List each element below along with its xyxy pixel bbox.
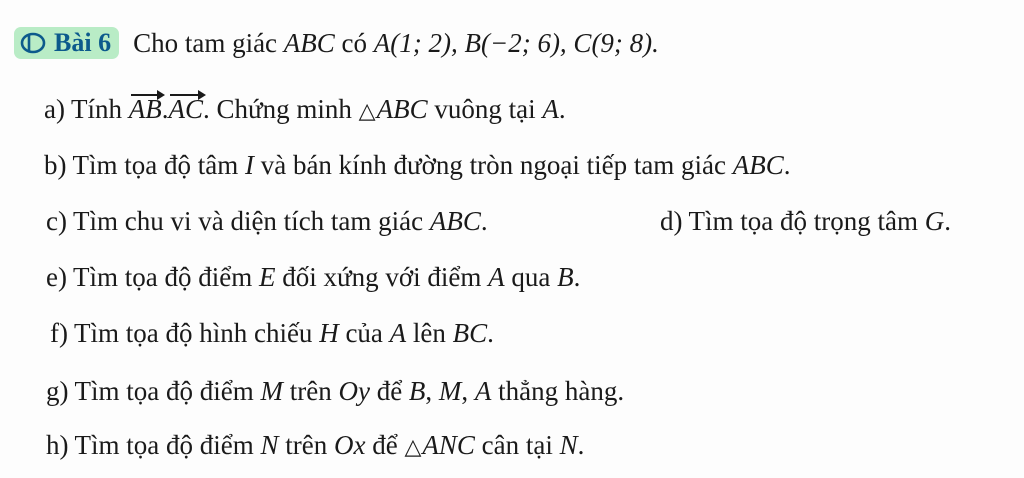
part-text: Tìm chu vi và diện tích tam giác ABC. (72, 206, 488, 236)
part-label: d) (660, 206, 683, 236)
part-c (46, 204, 488, 238)
part-d (660, 204, 951, 238)
part-label: a) (44, 94, 65, 124)
part-text: Tìm tọa độ trọng tâm G. (688, 206, 951, 236)
part-text: Tìm tọa độ điểm E đối xứng với điểm A qua B. (72, 262, 581, 292)
part-h (46, 428, 584, 464)
part-text: Tìm tọa độ điểm N trên Ox để △ANC cân tại N. (74, 430, 585, 460)
part-text: Tìm tọa độ hình chiếu H của A lên BC. (73, 318, 494, 348)
part-label: c) (46, 206, 67, 236)
part-label: g) (46, 376, 69, 406)
part-label: h) (46, 430, 69, 460)
problem-number: Bài 6 (54, 28, 112, 57)
part-e (46, 260, 580, 294)
part-label: f) (50, 318, 68, 348)
triangle-symbol: △ (404, 434, 422, 459)
problem-statement: Cho tam giác ABC có A(1; 2), B(−2; 6), C(9; 8). (133, 28, 659, 58)
part-text: Tìm tọa độ điểm M trên Oy để B, M, A thẳng hàng. (74, 376, 625, 406)
part-b (44, 148, 791, 182)
problem-header (14, 26, 659, 60)
circled-d-icon (20, 32, 46, 54)
part-label: b) (44, 150, 67, 180)
triangle-symbol: △ (358, 98, 376, 123)
vector-ac: AC (168, 94, 203, 124)
vector-ab: AB (128, 94, 162, 124)
part-f (50, 316, 494, 350)
part-g (46, 374, 624, 408)
part-label: e) (46, 262, 67, 292)
part-text: Tìm tọa độ tâm I và bán kính đường tròn ngoại tiếp tam giác ABC. (72, 150, 791, 180)
part-text: Tính AB.AC. Chứng minh △ABC vuông tại A. (70, 94, 566, 124)
part-a (44, 92, 566, 128)
problem-badge (14, 27, 119, 59)
